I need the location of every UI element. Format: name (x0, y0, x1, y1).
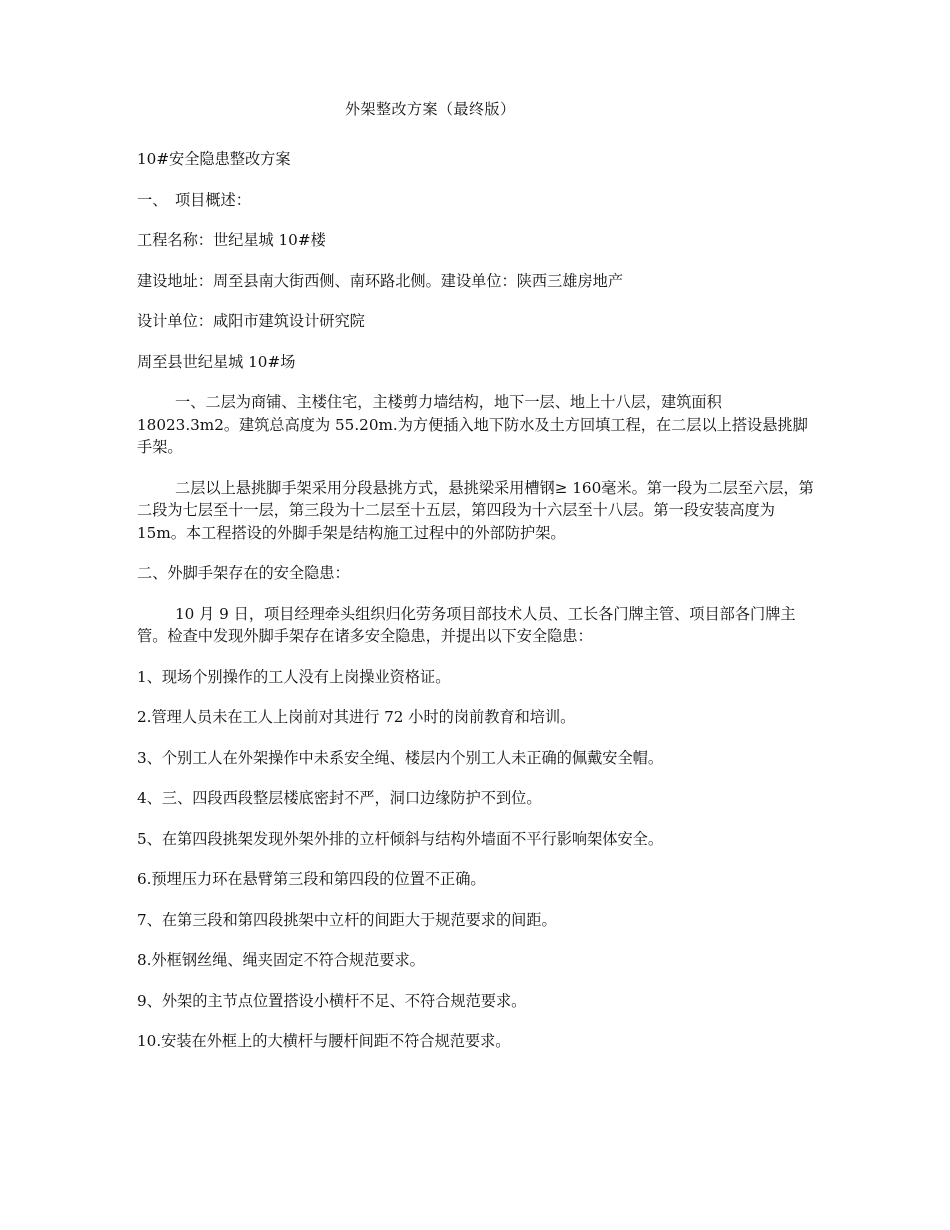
list-item: 9、外架的主节点位置搭设小横杆不足、不符合规范要求。 (137, 991, 527, 1010)
design-unit: 设计单位：咸阳市建筑设计研究院 (137, 312, 365, 330)
section-heading: 一、 项目概述： (137, 190, 251, 209)
section-heading: 二、外脚手架存在的安全隐患： (137, 564, 350, 582)
list-item: 10.安装在外框上的大横杆与腰杆间距不符合规范要求。 (137, 1032, 511, 1050)
list-item: 4、三、四段西段整层楼底密封不严，洞口边缘防护不到位。 (137, 789, 542, 807)
list-item: 3、个别工人在外架操作中未系安全绳、楼层内个别工人未正确的佩戴安全帽。 (137, 748, 664, 767)
list-item: 6.预埋压力环在悬臂第三段和第四段的位置不正确。 (137, 870, 486, 888)
project-address: 建设地址：周至县南大街西侧、南环路北侧。建设单位：陕西三雄房地产 (137, 271, 623, 290)
list-item: 8.外框钢丝绳、绳夹固定不符合规范要求。 (137, 951, 425, 969)
document-body (137, 148, 817, 1071)
project-site: 周至县世纪星城 10#场 (137, 352, 296, 371)
inspection-paragraph: 10 月 9 日，项目经理牵头组织归化劳务项目部技术人员、工长各门牌主管、项目部各门牌主管。检查中发现外脚手架存在诸多安全隐患，并提出以下安全隐患： (137, 604, 796, 645)
list-item: 5、在第四段挑架发现外架外排的立杆倾斜与结构外墙面不平行影响架体安全。 (137, 829, 664, 848)
section-heading: 10#安全隐患整改方案 (137, 150, 291, 168)
project-name: 工程名称：世纪星城 10#楼 (137, 231, 326, 249)
document-title: 外架整改方案（最终版） (345, 100, 516, 118)
list-item: 2.管理人员未在工人上岗前对其进行 72 小时的岗前教育和培训。 (137, 708, 576, 726)
list-item: 7、在第三段和第四段挑架中立杆的间距大于规范要求的间距。 (137, 910, 557, 929)
scaffold-description: 二层以上悬挑脚手架采用分段悬挑方式，悬挑梁采用槽钢≥ 160毫米。第一段为二层至六层，第二段为七层至十一层，第三段为十二层至十五层，第四段为十六层至十八层。第一段安装高度为 15m。本工程搭设的外脚手架是结构施工过程中的外部防护架。 (137, 478, 814, 542)
project-description: 一、二层为商铺、主楼住宅，主楼剪力墙结构，地下一层、地上十八层，建筑面积 18023.3m2。建筑总高度为 55.20m.为方便插入地下防水及土方回填工程，在二层以上搭设悬挑脚手架。 (137, 393, 808, 456)
list-item: 1、现场个别操作的工人没有上岗操业资格证。 (137, 667, 451, 686)
